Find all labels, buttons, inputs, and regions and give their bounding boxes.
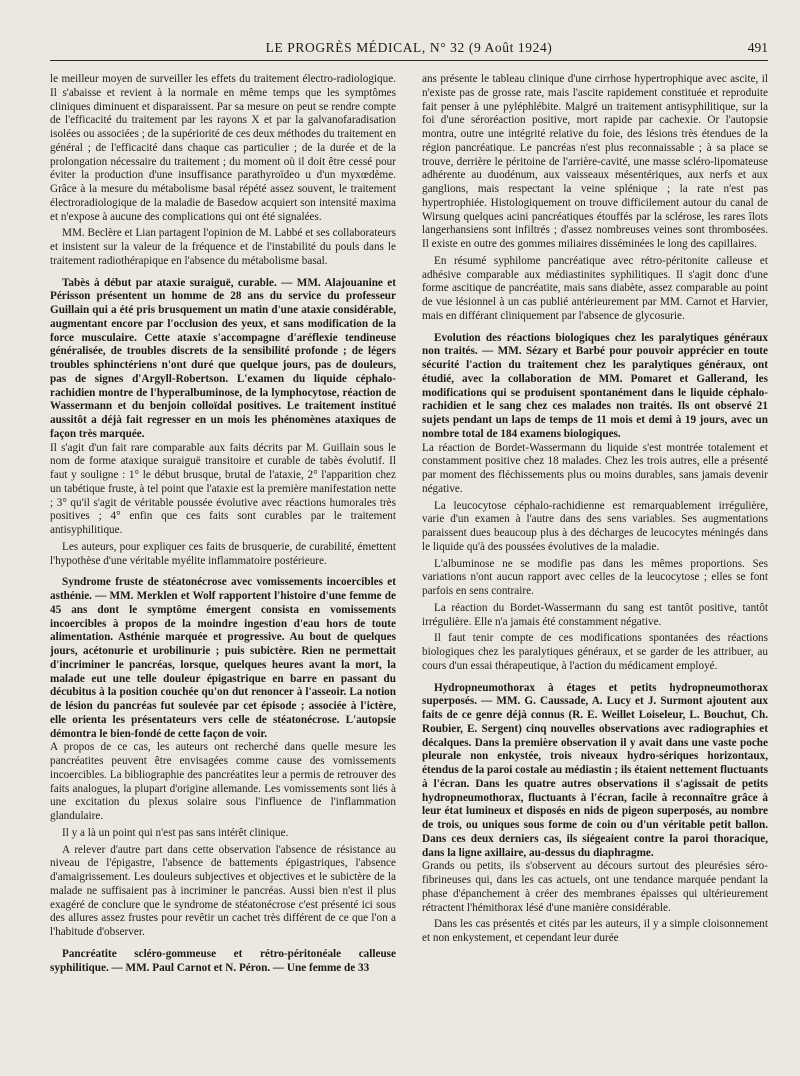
paragraph: La réaction du Bordet-Wassermann du sang est tantôt positive, tantôt irrégulière. Elle n'a jamais été constamment négative. [422, 601, 768, 628]
paragraph: Grands ou petits, ils s'observent au décours surtout des pleurésies séro-fibrineuses qui, dans les cas actuels, ont une tendance marquée pendant la phase d'épanchement à créer des membranes épaisses qui ultérieurement rétractent l'hémithorax lésé d'une manière considérable. [422, 860, 768, 914]
paragraph: La leucocytose céphalo-rachidienne est remarquablement irrégulière, varie d'un examen à l'autre dans des sens variables. Ses augmentations paraissent dues beaucoup plus à des décharges de leucocytes méningés dans le liquide qu'à des poussées évolutives de la maladie. [422, 499, 768, 553]
paragraph: La réaction de Bordet-Wassermann du liquide s'est montrée totalement et constamment positive chez 18 malades. Chez les trois autres, elle a présenté par moment des fléchissements plus ou moins durables, sans jamais devenir négative. [422, 441, 768, 495]
left-column [50, 73, 396, 1058]
section-heading-paragraph: Hydropneumothorax à étages et petits hydropneumothorax superposés. — MM. G. Caussade, A. Lucy et J. Surmont ajoutent aux faits de ce genre déjà connus (R. E. Weillet Loiseleur, L. Bouchut, Ch. Roubier, E. Sergent) cinq nouvelles observations avec radiographies et décalques. Dans la première observation il y avait dans une vaste poche pleurale non enkystée, trois niveaux hydro-sériques horizontaux, étendus de la paroi costale au médiastin ; ils étaient nettement fluctuants à l'écran. Dans les quatre autres observations il s'agissait de petits hydropneumothorax, fluctuants à l'écran, facile à reconnaître grâce à leur état lumineux et disposés en nids de pigeon superposés, au nombre de trois, ou uniques sous forme de coin ou d'un véritable petit ballon. Dans ces deux derniers cas, ils siégeaient contre la paroi thoracique, dans la ligne axillaire, au-dessus du diaphragme. [422, 681, 768, 859]
page-number: 491 [747, 40, 768, 55]
paragraph: A relever d'autre part dans cette observation l'absence de résistance au niveau de l'épigastre, l'absence de battements épigastriques, l'absence d'amaigrissement. Les douleurs subjectives et objectives et le subictère de la malade ne suffisaient pas à incriminer le pancréas. Aussi bien n'est il plus exagéré de conclure que le syndrome de stéatonécrose c'est présenté ici sous des allures assez frustes pour revêtir un cachet très différent de ce que l'on a l'habitude d'observer. [50, 843, 396, 938]
section-heading-paragraph: Evolution des réactions biologiques chez les paralytiques généraux non traités. — MM. Sézary et Barbé pour pouvoir apprécier en toute sécurité l'action du traitement chez les paralytiques généraux, ont étudié, avec la collaboration de MM. Pomaret et Gallerand, les modifications qui se produisent spontanément dans le liquide céphalo-rachidien et le sang chez ces malades non traités. Ils ont observé 21 sujets pendant un laps de temps de 11 mois et demi à 19 jours, avec un nombre total de 184 examens biologiques. [422, 331, 768, 440]
paragraph: Il s'agit d'un fait rare comparable aux faits décrits par M. Guillain sous le nom de forme ataxique suraiguë transitoire et curable de tabès évolutif. Il faut y souligne : 1° le début brusque, brutal de l'ataxie, 2° l'apparition chez un tabétique fruste, à tel point que l'ataxie est la première manifestation nette ; 3° qu'il s'agit de véritable poussée évolutive avec réactions humorales très positives ; 4° enfin que ces faits sont curables par le traitement antisyphilitique. [50, 441, 396, 536]
paragraph: Dans les cas présentés et cités par les auteurs, il y a simple cloisonnement et non enkystement, et cependant leur durée [422, 918, 768, 944]
paragraph: Il faut tenir compte de ces modifications spontanées des réactions biologiques chez les paralytiques généraux, et se garder de les attribuer, au cours d'un essai thérapeutique, à l'action du médicament employé. [422, 632, 768, 672]
right-column [422, 73, 768, 1058]
paragraph: Il y a là un point qui n'est pas sans intérêt clinique. [62, 826, 289, 839]
paragraph: Les auteurs, pour expliquer ces faits de brusquerie, de curabilité, émettent l'hypothèse d'une véritable myélite inflammatoire postérieure. [50, 540, 396, 567]
section-heading-paragraph: Tabès à début par ataxie suraiguë, curable. — MM. Alajouanine et Périsson présentent un homme de 28 ans du service du professeur Guillain qui a été pris brusquement un matin d'une ataxie considérable, augmentant encore par l'occlusion des yeux, et sans modification de la force musculaire. Cette ataxie s'accompagne d'aréflexie tendineuse généralisée, de troubles discrets de la sensibilité profonde ; de légers troubles sphinctériens n'ont duré que quelque jours, pas de douleurs, pas de signes d'Argyll-Robertson. L'examen du liquide céphalo-rachidien montre de l'hyperalbuminose, de la lymphocytose, réaction de Wassermann et du benjoin colloïdal positives. Le traitement institué aussitôt a déjà fait regresser en un mois les phénomènes ataxiques de façon très marquée. [50, 276, 396, 440]
running-header [50, 40, 768, 61]
paragraph: le meilleur moyen de surveiller les effets du traitement électro-radiologique. Il s'abaisse et revient à la normale en même temps que les symptômes cliniques diminuent et disparaissent. Par sa mesure on peut se rendre compte de l'efficacité du traitement par les rayons X et par la galvanofaradisation isolées ou associées ; de la supériorité de ces deux méthodes du traitement en général ; de l'efficacité dans chaque cas particulier ; de la durée et de la prolongation nécessaire du traitement ; du moment où il doit être cessé pour éviter la production d'une insuffisance parathyroïdeo u d'un myxœdème. Grâce à la mesure du métabolisme basal répété assez souvent, le traitement électroradiologique de la maladie de Basedow acquiert son intensité maxima et n'expose à aucune des complications qui ont été signalées. [50, 73, 396, 223]
paragraph: A propos de ce cas, les auteurs ont recherché dans quelle mesure les pancréatites peuvent être envisagées comme cause des vomissements incoercibles. La bibliographie des pancréatites leur a permis de retrouver des faits analogues, la plupart d'origine allemande. Les vomissements sont liés à une excitation du plexus solaire sous l'influence de l'inflammation glandulaire. [50, 741, 396, 822]
paragraph: MM. Beclère et Lian partagent l'opinion de M. Labbé et ses collaborateurs et insistent sur la valeur de la fréquence et de l'instabilité du pouls dans le traitement radiothérapique en l'absence du métabolisme basal. [50, 227, 396, 267]
section-heading-paragraph: Syndrome fruste de stéatonécrose avec vomissements incoercibles et asthénie. — MM. Merklen et Wolf rapportent l'histoire d'une femme de 45 ans dont le symptôme émergent consista en vomissements incoercibles à propos de la moindre ingestion d'eau hors de toute alimentation. Asthénie marquée et progressive. Au bout de quelques jours, acétonurie et urobilinurie ; puis subictère. Rien ne permettait d'incriminer le pancréas, lorsque, quelques heures avant la mort, la malade eut une telle douleur épigastrique en barre en passant du décubitus à la position couchée qu'on dut renoncer à l'asseoir. La notion de lésion du pancréas fut soulevée par cet épisode ; associée à l'ictère, elle orienta les présentateurs vers celle de stéatonécrose. L'autopsie démontra le bien-fondé de cette façon de voir. [50, 576, 396, 740]
running-title: LE PROGRÈS MÉDICAL, N° 32 (9 Août 1924) [265, 40, 553, 55]
paragraph: ans présente le tableau clinique d'une cirrhose hypertrophique avec ascite, il n'existe pas de grosse rate, mais l'ascite rapidement constituée et reproduite fait penser à une pyléphlébite. Malgré un traitement antisyphilitique, sur la foi d'une séroréaction positive, mort rapide par cachexie. Or l'autopsie montra, outre une intégrité relative du foie, des lésions très étendues de la région pancréatique. Le pancréas n'est plus reconnaissable ; à sa place se trouve, derrière le péritoine de l'arrière-cavité, une masse scléro-lipomateuse adhérente au duodénum, aux vaisseaux mésentériques, aux nerfs et aux ganglions, mais respectant la veine splénique ; la rate n'est pas hypertrophiée. Histologiquement on trouve difficilement autour du canal de Wirsung quelques acini pancréatiques étouffés par la sclérose, les rares îlots langerhansiens sont infiltrés ; d'assez nombreuses veines sont thrombosées. Il existe en outre des gommes miliaires disséminées le long des capillaires. [422, 73, 768, 250]
section-heading-paragraph: Pancréatite scléro-gommeuse et rétro-péritonéale calleuse syphilitique. — MM. Paul Carnot et N. Péron. — Une femme de 33 [50, 947, 396, 974]
paragraph: En résumé syphilome pancréatique avec rétro-péritonite calleuse et adhésive comparable aux médiastinites syphilitiques. Il s'agit donc d'une forme ascitique de pancréatite, mais sans diabète, assez comparable au point de vue lésionnel à un cas publié antérieurement par MM. Carnot et Harvier, mais en différant cliniquement par l'absence de glycosurie. [422, 254, 768, 322]
paragraph: L'albuminose ne se modifie pas dans les mêmes proportions. Ses variations n'ont aucun rapport avec celles de la leucocytose ; elles se font parfois en sens contraire. [422, 557, 768, 597]
